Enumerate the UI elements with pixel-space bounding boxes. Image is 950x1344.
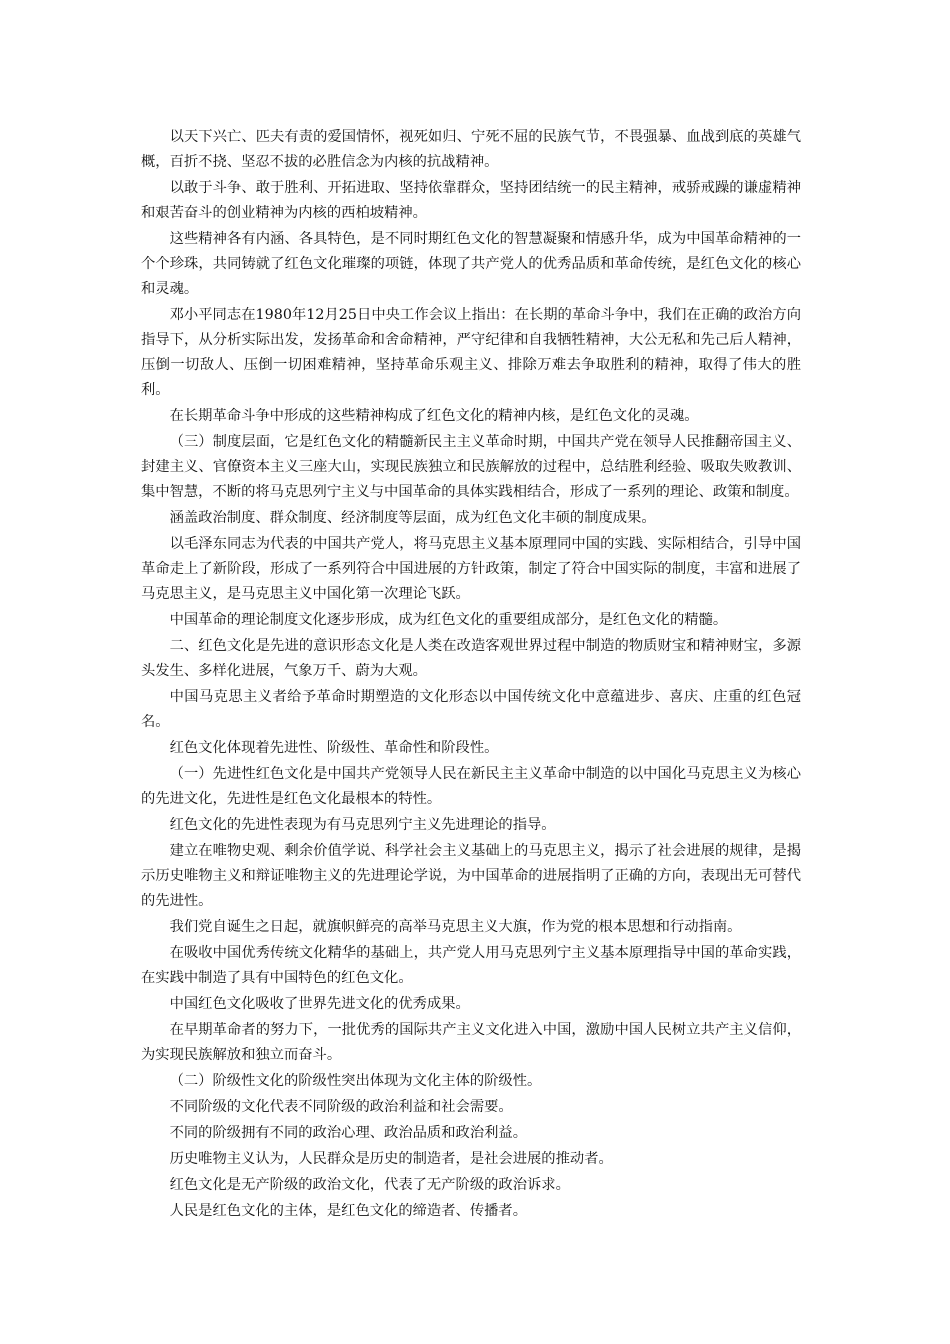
paragraph: 红色文化体现着先进性、阶级性、革命性和阶段性。 — [169, 740, 499, 756]
paragraph: 邓小平同志在1980年12月25日中央工作会议上指出：在长期的革命斗争中，我们在正确的政治方向指导下，从分析实际出发，发扬革命和舍命精神，严守纪律和自我牺牲精神，大公无私和先己后人精神，压倒一切敌人、压倒一切困难精神，坚持革命乐观主义、排除万难去争取胜利的精神，取得了伟大的胜利。 — [141, 307, 801, 398]
paragraph: （三）制度层面，它是红色文化的精髓新民主主义革命时期，中国共产党在领导人民推翻帝国主义、封建主义、官僚资本主义三座大山，实现民族独立和民族解放的过程中，总结胜利经验、吸取失败教训、集中智慧，不断的将马克思列宁主义与中国革命的具体实践相结合，形成了一系列的理论、政策和制度。 — [141, 434, 801, 500]
paragraph: 红色文化的先进性表现为有马克思列宁主义先进理论的指导。 — [169, 817, 556, 833]
document-body — [141, 125, 801, 1225]
paragraph: 中国革命的理论制度文化逐步形成，成为红色文化的重要组成部分，是红色文化的精髓。 — [169, 612, 728, 628]
paragraph: 不同阶级的文化代表不同阶级的政治利益和社会需要。 — [169, 1099, 513, 1115]
paragraph: 在长期革命斗争中形成的这些精神构成了红色文化的精神内核，是红色文化的灵魂。 — [169, 408, 699, 424]
paragraph: 以天下兴亡、匹夫有责的爱国情怀，视死如归、宁死不屈的民族气节，不畏强暴、血战到底的英雄气概，百折不挠、坚忍不拔的必胜信念为内核的抗战精神。 — [141, 129, 801, 170]
paragraph: 中国红色文化吸收了世界先进文化的优秀成果。 — [169, 996, 470, 1012]
paragraph: 在早期革命者的努力下，一批优秀的国际共产主义文化进入中国，激励中国人民树立共产主义信仰，为实现民族解放和独立而奋斗。 — [141, 1022, 801, 1063]
paragraph: 建立在唯物史观、剩余价值学说、科学社会主义基础上的马克思主义，揭示了社会进展的规律，是揭示历史唯物主义和辩证唯物主义的先进理论学说，为中国革命的进展指明了正确的方向，表现出无可替代的先进性。 — [141, 843, 801, 909]
paragraph: 涵盖政治制度、群众制度、经济制度等层面，成为红色文化丰硕的制度成果。 — [169, 510, 656, 526]
paragraph: 在吸收中国优秀传统文化精华的基础上，共产党人用马克思列宁主义基本原理指导中国的革命实践，在实践中制造了具有中国特色的红色文化。 — [141, 945, 801, 986]
paragraph: （二）阶级性文化的阶级性突出体现为文化主体的阶级性。 — [169, 1073, 542, 1089]
paragraph: 历史唯物主义认为，人民群众是历史的制造者，是社会进展的推动者。 — [169, 1151, 613, 1167]
paragraph: 以敢于斗争、敢于胜利、开拓进取、坚持依靠群众，坚持团结统一的民主精神，戒骄戒躁的谦虚精神和艰苦奋斗的创业精神为内核的西柏坡精神。 — [141, 180, 801, 221]
paragraph: 这些精神各有内涵、各具特色，是不同时期红色文化的智慧凝聚和情感升华，成为中国革命精神的一个个珍珠，共同铸就了红色文化璀璨的项链，体现了共产党人的优秀品质和革命传统，是红色文化的核心和灵魂。 — [141, 231, 801, 297]
paragraph: 以毛泽东同志为代表的中国共产党人，将马克思主义基本原理同中国的实践、实际相结合，引导中国革命走上了新阶段，形成了一系列符合中国进展的方针政策，制定了符合中国实际的制度，丰富和进展了马克思主义，是马克思主义中国化第一次理论飞跃。 — [141, 536, 801, 602]
paragraph: 红色文化是无产阶级的政治文化，代表了无产阶级的政治诉求。 — [169, 1177, 570, 1193]
paragraph: 中国马克思主义者给予革命时期塑造的文化形态以中国传统文化中意蕴进步、喜庆、庄重的红色冠名。 — [141, 689, 801, 730]
paragraph: （一）先进性红色文化是中国共产党领导人民在新民主主义革命中制造的以中国化马克思主义为核心的先进文化，先进性是红色文化最根本的特性。 — [141, 766, 801, 807]
paragraph: 人民是红色文化的主体，是红色文化的缔造者、传播者。 — [169, 1203, 528, 1219]
paragraph: 二、红色文化是先进的意识形态文化是人类在改造客观世界过程中制造的物质财宝和精神财宝，多源头发生、多样化进展，气象万千、蔚为大观。 — [141, 638, 801, 679]
paragraph: 不同的阶级拥有不同的政治心理、政治品质和政治利益。 — [169, 1125, 528, 1141]
paragraph: 我们党自诞生之日起，就旗帜鲜亮的高举马克思主义大旗，作为党的根本思想和行动指南。 — [169, 919, 742, 935]
